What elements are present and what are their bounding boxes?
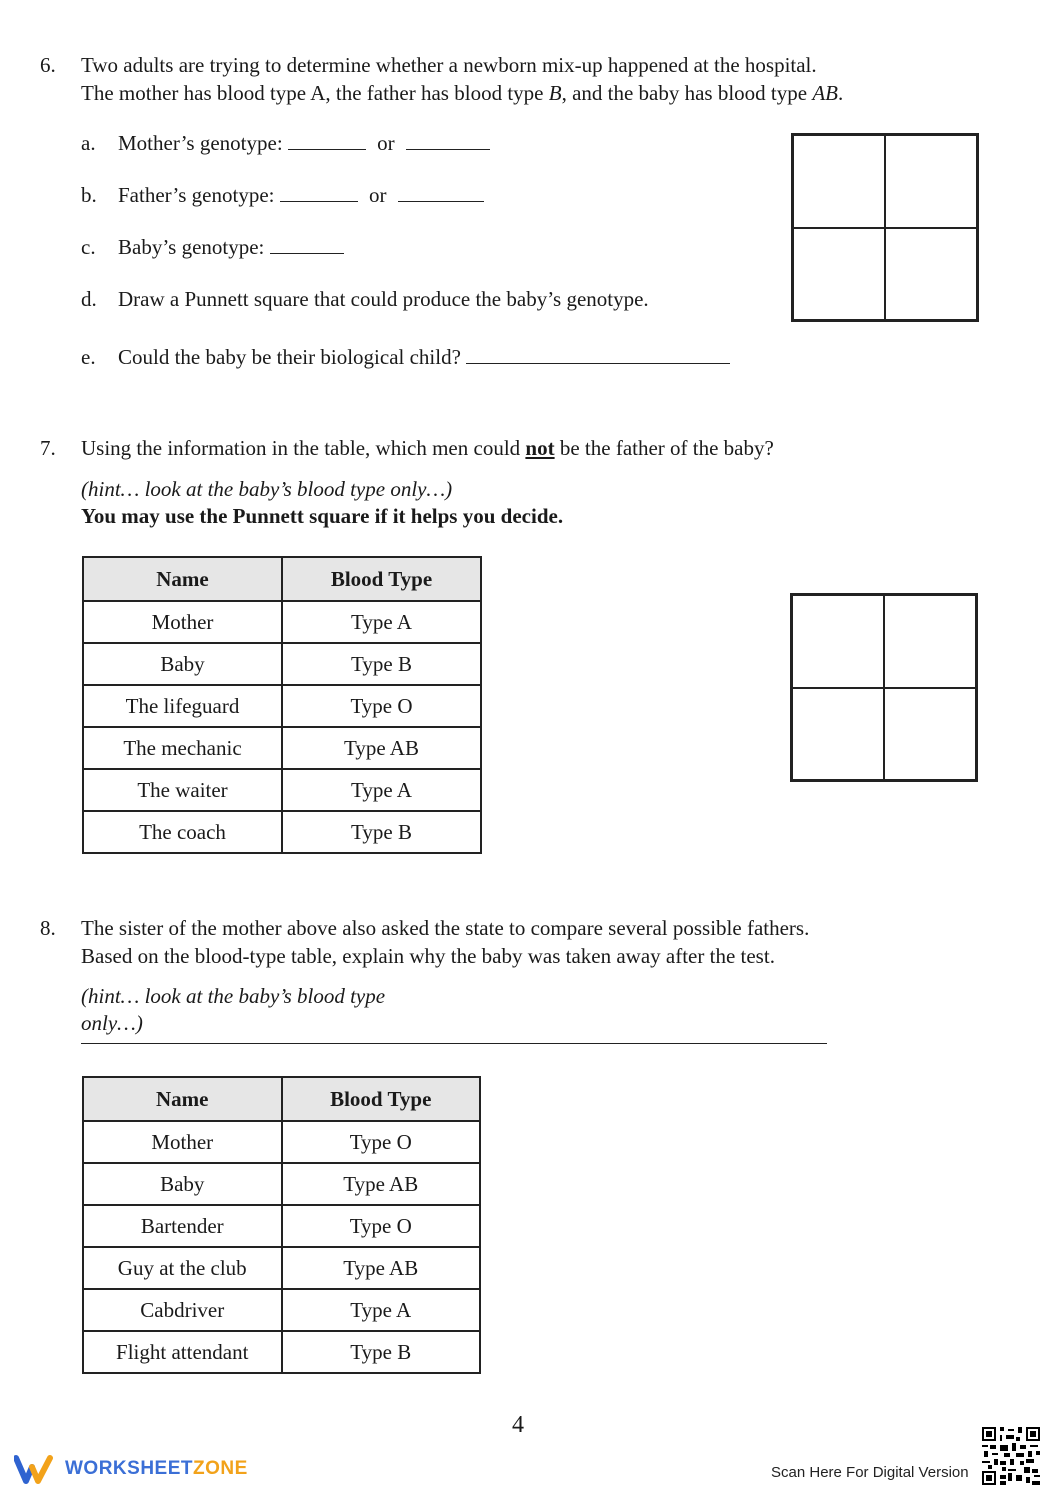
q8-answer-line[interactable] xyxy=(81,1043,827,1044)
q6b-item: Father’s genotype: or xyxy=(118,181,484,209)
table-row: Cabdriver Type A xyxy=(83,1289,480,1331)
q8-line1: The sister of the mother above also asked the state to compare several possible fathers. xyxy=(81,916,810,940)
father-genotype-blank-2[interactable] xyxy=(398,200,484,202)
biological-child-answer-blank[interactable] xyxy=(466,362,730,364)
q6b-letter: b. xyxy=(81,183,97,207)
punnett-cell[interactable] xyxy=(884,595,976,688)
q6e-letter: e. xyxy=(81,345,96,369)
baby-genotype-blank[interactable] xyxy=(270,252,344,254)
q6c-letter: c. xyxy=(81,235,96,259)
q6-line2: The mother has blood type A, the father has blood type B, and the baby has blood type AB. xyxy=(81,81,844,105)
worksheetzone-logo-icon xyxy=(14,1454,58,1484)
punnett-square-q7[interactable] xyxy=(790,593,978,782)
table-row: Mother Type O xyxy=(83,1121,480,1163)
scan-for-digital-text: Scan Here For Digital Version xyxy=(771,1464,969,1481)
punnett-cell[interactable] xyxy=(885,135,977,228)
table-header-name: Name xyxy=(83,557,282,601)
table-header-blood-type: Blood Type xyxy=(282,557,481,601)
mother-genotype-blank-1[interactable] xyxy=(288,148,366,150)
table-row: The lifeguard Type O xyxy=(83,685,481,727)
table-row: The coach Type B xyxy=(83,811,481,853)
q6d-text: Draw a Punnett square that could produce the baby’s genotype. xyxy=(118,287,649,311)
q7-note: You may use the Punnett square if it helps you decide. xyxy=(81,504,564,528)
q6a-item: Mother’s genotype: or xyxy=(118,129,490,157)
blood-type-table-q7 xyxy=(82,556,482,854)
table-row: The waiter Type A xyxy=(83,769,481,811)
table-row: Mother Type A xyxy=(83,601,481,643)
table-row: Baby Type AB xyxy=(83,1163,480,1205)
table-row: Flight attendant Type B xyxy=(83,1331,480,1373)
blood-type-table-q8 xyxy=(82,1076,481,1374)
q8-hint-line1: (hint… look at the baby’s blood type xyxy=(81,984,386,1008)
page-number: 4 xyxy=(512,1412,524,1438)
q6-line1: Two adults are trying to determine whether a newborn mix-up happened at the hospital. xyxy=(81,53,817,77)
father-genotype-blank-1[interactable] xyxy=(280,200,358,202)
punnett-cell[interactable] xyxy=(885,228,977,321)
q8-number: 8. xyxy=(40,916,56,940)
q6a-letter: a. xyxy=(81,131,96,155)
worksheetzone-brand[interactable]: WORKSHEETZONE xyxy=(65,1458,248,1479)
table-row: Bartender Type O xyxy=(83,1205,480,1247)
punnett-square-q6[interactable] xyxy=(791,133,979,322)
punnett-cell[interactable] xyxy=(884,688,976,781)
q8-hint-line2: only…) xyxy=(81,1011,143,1035)
q7-prompt: Using the information in the table, which men could not be the father of the baby? xyxy=(81,436,774,460)
table-header-blood-type: Blood Type xyxy=(282,1077,481,1121)
q8-line2: Based on the blood-type table, explain why the baby was taken away after the test. xyxy=(81,944,775,968)
mother-genotype-blank-2[interactable] xyxy=(406,148,490,150)
punnett-cell[interactable] xyxy=(793,228,885,321)
q6e-item: Could the baby be their biological child? xyxy=(118,343,730,371)
q6-number: 6. xyxy=(40,53,56,77)
table-row: Guy at the club Type AB xyxy=(83,1247,480,1289)
q6c-item: Baby’s genotype: xyxy=(118,233,344,261)
punnett-cell[interactable] xyxy=(793,135,885,228)
table-row: Baby Type B xyxy=(83,643,481,685)
qr-code-icon[interactable] xyxy=(982,1427,1040,1485)
table-row: The mechanic Type AB xyxy=(83,727,481,769)
table-header-name: Name xyxy=(83,1077,282,1121)
q7-hint: (hint… look at the baby’s blood type only…) xyxy=(81,477,453,501)
punnett-cell[interactable] xyxy=(792,595,884,688)
q7-number: 7. xyxy=(40,436,56,460)
q6d-letter: d. xyxy=(81,287,97,311)
punnett-cell[interactable] xyxy=(792,688,884,781)
